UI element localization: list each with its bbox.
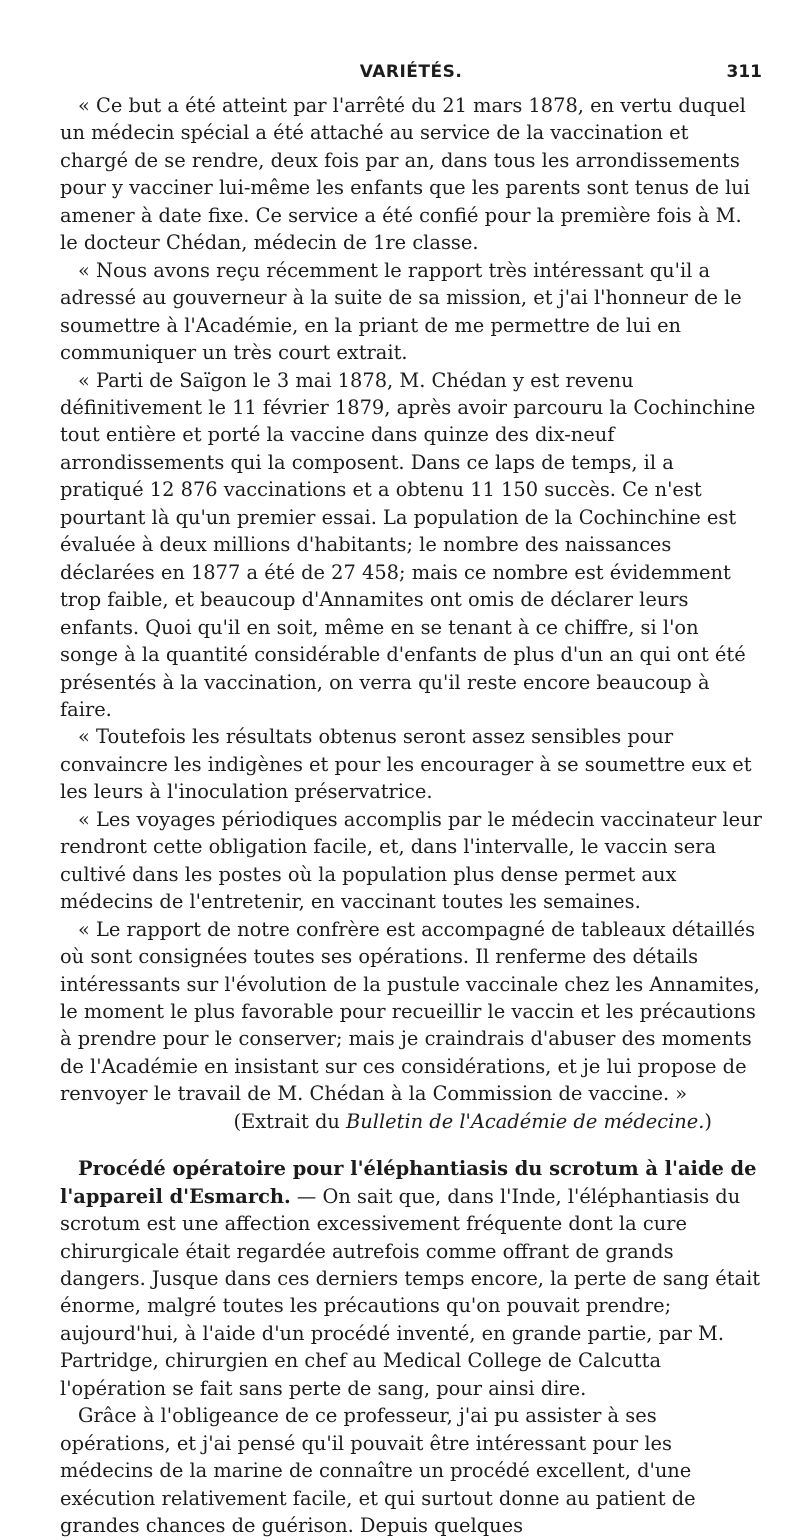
source-prefix: (Extrait du [233,1109,347,1133]
body-text [60,92,762,1540]
paragraph-periodic-voyages: « Les voyages périodiques accomplis par le médecin vaccinateur leur rendront cette obligation facile, et, dans l'intervalle, le vaccin sera cultivé dans les postes où la population plus dense permet aux médecins de l'entretenir, en vaccinant toutes les semaines. [60,807,762,914]
source-suffix: ) [704,1109,712,1133]
source-citation [60,1108,762,1135]
paragraph-chedan-mission: « Parti de Saïgon le 3 mai 1878, M. Chédan y est revenu définitivement le 11 février 1879, après avoir parcouru la Cochinchine tout entière et porté la vaccine dans quinze des dix-neuf arrondissements qui la composent. Dans ce laps de temps, il a pratiqué 12 876 vaccinations et a obtenu 11 150 succès. Ce n'est pourtant là qu'un premier essai. La population de la Cochinchine est évaluée à deux millions d'habitants; le nombre des naissances déclarées en 1877 a été de 27 458; mais ce nombre est évidemment trop faible, et beaucoup d'Annamites ont omis de déclarer leurs enfants. Quoi qu'il en soit, même en se tenant à ce chiffre, si l'on songe à la quantité considérable d'enfants de plus d'un an qui ont été présentés à la vaccination, on verra qu'il reste encore beaucoup à faire. [60,368,756,721]
source-journal: Bulletin de l'Académie de médecine. [346,1109,705,1133]
paragraph-report-received: « Nous avons reçu récemment le rapport très intéressant qu'il a adressé au gouverneur à la suite de sa mission, et j'ai l'honneur de le soumettre à l'Académie, en la priant de me permettre de lui en communiquer un très court extrait. [60,258,742,365]
section-spacer [60,1135,762,1155]
section-text: — On sait que, dans l'Inde, l'éléphantiasis du scrotum est une affection excessivement fréquente dont la cure chirurgicale était regardée autrefois comme offrant de grands dangers. Jusque dans ces derniers temps encore, la perte de sang était énorme, malgré toutes les précautions qu'on pouvait prendre; aujourd'hui, à l'aide d'un procédé inventé, en grande partie, par M. Partridge, chirurgien en chef au Medical College de Calcutta l'opération se fait sans perte de sang, pour ainsi dire. [60,1184,761,1400]
running-head-title: VARIÉTÉS. [359,62,463,82]
paragraph-professor-obligeance: Grâce à l'obligeance de ce professeur, j'ai pu assister à ses opérations, et j'ai pensé qu'il pouvait être intéressant pour les médecins de la marine de connaître un procédé excellent, d'une exécution relativement facile, et qui surtout donne au patient de grandes chances de guérison. Depuis quelques [60,1404,696,1538]
section-title: Procédé opératoire pour l'éléphantiasis du scrotum à l'aide de l'appareil d'Esmarch. [60,1157,757,1208]
running-head [60,62,762,86]
paragraph-vaccination-decree: « Ce but a été atteint par l'arrêté du 21 mars 1878, en vertu duquel un médecin spécial a été attaché au service de la vaccination et chargé de se rendre, deux fois par an, dans tous les arrondissements pour y vacciner lui-même les enfants que les parents sont tenus de lui amener à date fixe. Ce service a été confié pour la première fois à M. le docteur Chédan, médecin de 1re classe. [60,94,750,255]
paragraph-results: « Toutefois les résultats obtenus seront assez sensibles pour convaincre les indigènes et pour les encourager à se soumettre eux et les leurs à l'inoculation préservatrice. [60,725,752,804]
section-elephantiasis [60,1155,762,1402]
page-number: 311 [726,62,762,82]
paragraph-report-tables: « Le rapport de notre confrère est accompagné de tableaux détaillés où sont consignées toutes ses opérations. Il renferme des détails intéressants sur l'évolution de la pustule vaccinale chez les Annamites, le moment le plus favorable pour recueillir le vaccin et les précautions à prendre pour le conserver; mais je craindrais d'abuser des moments de l'Académie en insistant sur ces considérations, et je lui propose de renvoyer le travail de M. Chédan à la Commission de vaccine. » [60,917,760,1106]
